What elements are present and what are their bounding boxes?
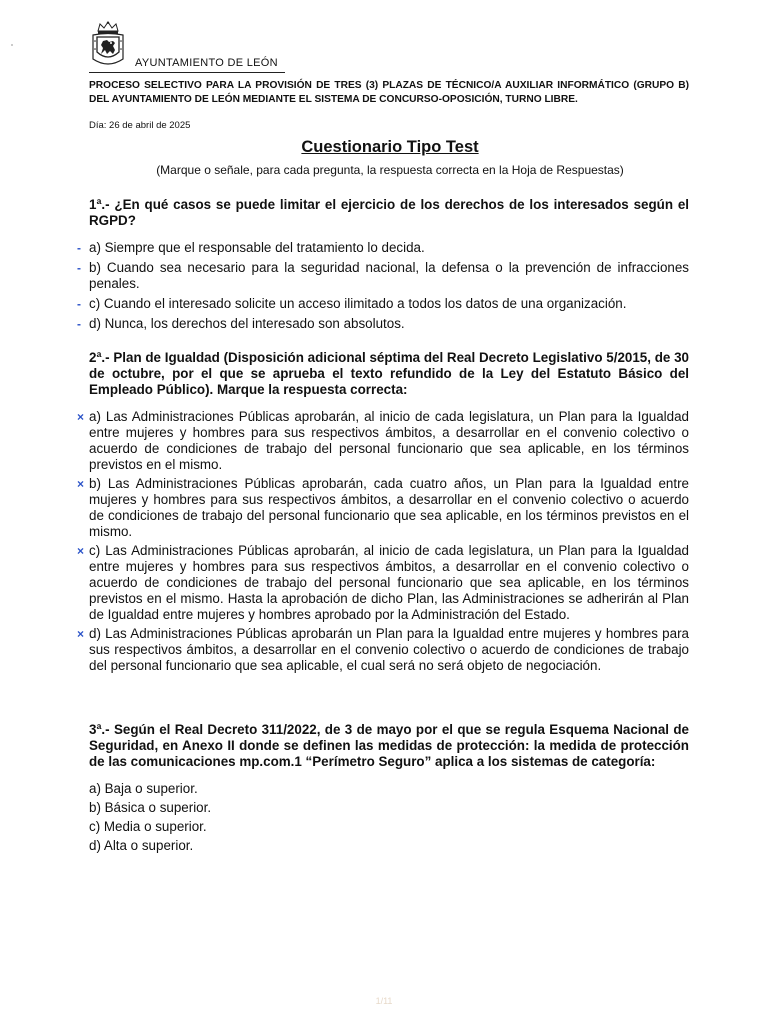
question-1	[77, 197, 689, 332]
page-subtitle: (Marque o señale, para cada pregunta, la respuesta correcta en la Hoja de Respuestas)	[156, 163, 624, 177]
answer-option-text: d) Nunca, los derechos del interesado son absolutos.	[89, 316, 405, 331]
answer-option-c[interactable]	[89, 819, 689, 835]
pen-mark-icon: -	[77, 317, 81, 331]
pen-mark-icon: ×	[77, 410, 85, 424]
organization-name: AYUNTAMIENTO DE LEÓN	[135, 57, 278, 69]
answer-option-text: b) Las Administraciones Públicas aprobarán, cada cuatro años, un Plan para la Igualdad entre mujeres y hombres para sus respectivos ámbitos, a desarrollar en el convenio colectivo o acuerdo de condiciones de trabajo del personal funcionario que sea aplicable, en los términos previstos en el mismo.	[89, 476, 689, 539]
pen-mark-icon: ×	[77, 477, 85, 491]
answer-options	[77, 240, 689, 332]
answer-option-text: a) Baja o superior.	[89, 781, 198, 796]
answer-options	[77, 409, 689, 674]
answer-option-text: a) Las Administraciones Públicas aprobarán, al inicio de cada legislatura, un Plan para la Igualdad entre mujeres y hombres para sus respectivos ámbitos, a desarrollar en el convenio colectivo o acuerdo de condiciones de trabajo del personal funcionario que sea aplicable, en los términos previstos en el mismo.	[89, 409, 689, 472]
question-number: 2ª.-	[89, 350, 114, 365]
answer-option-text: b) Básica o superior.	[89, 800, 212, 815]
page-title: Cuestionario Tipo Test	[301, 138, 479, 156]
pen-mark-icon: ×	[77, 627, 85, 641]
pen-mark-icon: -	[77, 241, 81, 255]
coat-of-arms-icon	[89, 21, 127, 69]
answer-option-a[interactable]	[77, 240, 689, 256]
question-text	[89, 197, 689, 229]
question-number: 1ª.-	[89, 197, 115, 212]
answer-option-a[interactable]	[77, 409, 689, 473]
header-divider	[89, 72, 285, 73]
question-statement: ¿En qué casos se puede limitar el ejercicio de los derechos de los interesados según el RGPD?	[89, 197, 689, 228]
answer-option-c[interactable]	[77, 543, 689, 623]
answer-option-a[interactable]	[89, 781, 689, 797]
question-number: 3ª.-	[89, 722, 114, 737]
answer-option-b[interactable]	[77, 476, 689, 540]
question-2	[77, 350, 689, 674]
answer-option-text: b) Cuando sea necesario para la seguridad nacional, la defensa o la prevención de infracciones penales.	[89, 260, 689, 291]
question-text	[89, 722, 689, 770]
answer-option-text: a) Siempre que el responsable del tratamiento lo decida.	[89, 240, 425, 255]
exam-date: Día: 26 de abril de 2025	[89, 120, 191, 131]
answer-option-text: c) Cuando el interesado solicite un acceso ilimitado a todos los datos de una organización.	[89, 296, 627, 311]
answer-option-c[interactable]	[77, 296, 689, 312]
pen-mark-icon: -	[77, 261, 81, 275]
answer-option-text: c) Media o superior.	[89, 819, 207, 834]
question-3	[89, 722, 689, 854]
answer-option-d[interactable]	[77, 316, 689, 332]
process-title: PROCESO SELECTIVO PARA LA PROVISIÓN DE TRES (3) PLAZAS DE TÉCNICO/A AUXILIAR INFORMÁTICO (GRUPO B) DEL AYUNTAMIENTO DE LEÓN MEDIANTE EL SISTEMA DE CONCURSO-OPOSICIÓN, TURNO LIBRE.	[89, 80, 689, 105]
answer-option-b[interactable]	[77, 260, 689, 292]
question-text	[89, 350, 689, 398]
answer-option-d[interactable]	[77, 626, 689, 674]
scan-speck	[11, 44, 13, 46]
answer-option-b[interactable]	[89, 800, 689, 816]
answer-option-text: d) Alta o superior.	[89, 838, 194, 853]
pen-mark-icon: ×	[77, 544, 85, 558]
answer-option-text: c) Las Administraciones Públicas aprobarán, al inicio de cada legislatura, un Plan para la Igualdad entre mujeres y hombres para sus respectivos ámbitos, a desarrollar en el convenio colectivo o acuerdo de condiciones de trabajo del personal funcionario que sea aplicable, en los términos previstos en el mismo. Hasta la aprobación de dicho Plan, las Administraciones se adherirán al Plan de Igualdad entre mujeres y hombres aprobado por la Administración del Estado.	[89, 543, 689, 622]
page-number: 1/11	[375, 996, 393, 1006]
answer-option-d[interactable]	[89, 838, 689, 854]
answer-option-text: d) Las Administraciones Públicas aprobarán un Plan para la Igualdad entre mujeres y hombres para sus respectivos ámbitos, a desarrollar en el convenio colectivo o acuerdo de condiciones de trabajo del personal funcionario que sea aplicable, el cual será no será objeto de negociación.	[89, 626, 689, 673]
question-statement: Plan de Igualdad (Disposición adicional séptima del Real Decreto Legislativo 5/2015, de 30 de octubre, por el que se aprueba el texto refundido de la Ley del Estatuto Básico del Empleado Público). Marque la respuesta correcta:	[89, 350, 689, 397]
pen-mark-icon: -	[77, 297, 81, 311]
answer-options	[89, 781, 689, 854]
question-statement: Según el Real Decreto 311/2022, de 3 de mayo por el que se regula Esquema Nacional de Seguridad, en Anexo II donde se definen las medidas de protección: la medida de protección de las comunicaciones mp.com.1 “Perímetro Seguro” aplica a los sistemas de categoría:	[89, 722, 690, 769]
